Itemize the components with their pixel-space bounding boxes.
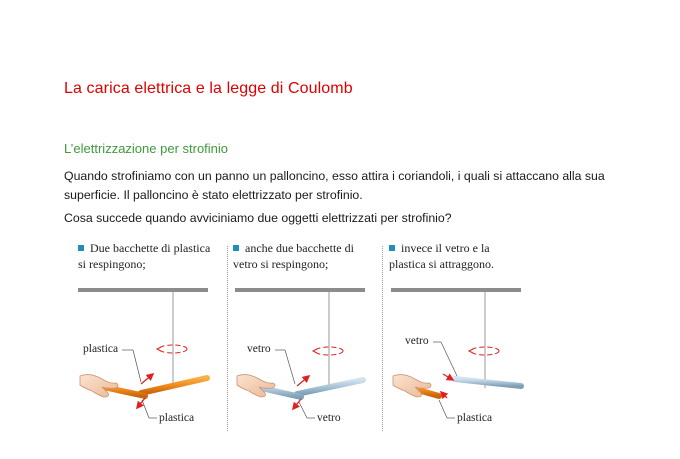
intro-paragraph: Quando strofiniamo con un panno un palloncino, esso attira i coriandoli, i quali si attaccano alla sua superficie. Il palloncino è stato elettrizzato per strofinio.	[64, 169, 605, 202]
ceiling-bar	[235, 288, 365, 292]
label-plastica-top: plastica	[83, 343, 119, 355]
hand-icon	[237, 375, 275, 397]
panel-2-caption-text: anche due bacchette di vetro si respingono;	[233, 241, 354, 271]
panel-3-drawing	[391, 288, 521, 418]
hand-icon	[80, 375, 118, 397]
label-vetro-top-3: vetro	[405, 335, 429, 347]
suspended-plastic-rod	[141, 378, 207, 393]
section-subtitle: L’elettrizzazione per strofinio	[64, 141, 229, 156]
rods-figure	[75, 236, 545, 436]
page-title: La carica elettrica e la legge di Coulomb	[64, 80, 353, 97]
suspended-glass-rod	[455, 379, 521, 386]
label-vetro-top: vetro	[247, 343, 271, 355]
ceiling-bar	[78, 288, 208, 292]
rods-illustration	[75, 236, 545, 436]
label-plastica-bottom: plastica	[159, 412, 195, 424]
panel-3-caption-text: invece il vetro e la plastica si attraggono.	[389, 241, 494, 271]
panel-1-caption-text: Due bacchette di plastica si respingono;	[78, 241, 211, 271]
label-vetro-bottom: vetro	[317, 412, 341, 424]
suspended-glass-rod	[297, 380, 363, 394]
ceiling-bar	[391, 288, 521, 292]
question-paragraph: Cosa succede quando avviciniamo due oggetti elettrizzati per strofinio?	[64, 211, 452, 225]
label-plastica-bottom-3: plastica	[457, 412, 493, 424]
